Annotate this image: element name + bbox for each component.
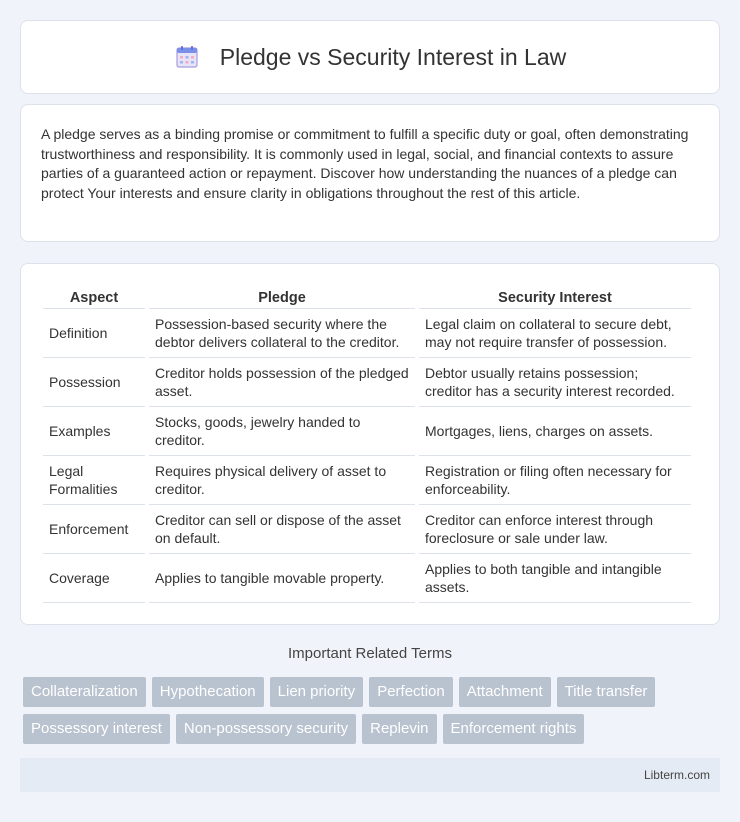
footer-site-link[interactable]: Libterm.com <box>643 768 710 782</box>
title-wrap <box>174 44 566 71</box>
tag-replevin[interactable]: Replevin <box>362 714 436 744</box>
cell-aspect: Examples <box>43 407 145 456</box>
table-row <box>43 554 691 603</box>
cell-security-interest: Debtor usually retains possession; creditor has a security interest recorded. <box>419 358 691 407</box>
cell-security-interest: Legal claim on collateral to secure debt, may not require transfer of possession. <box>419 309 691 358</box>
comparison-table-card <box>20 263 720 625</box>
cell-aspect: Definition <box>43 309 145 358</box>
cell-pledge: Requires physical delivery of asset to creditor. <box>149 456 415 505</box>
cell-aspect: Coverage <box>43 554 145 603</box>
cell-security-interest: Mortgages, liens, charges on assets. <box>419 407 691 456</box>
table-row <box>43 505 691 554</box>
footer <box>20 758 720 792</box>
tag-enforcement-rights[interactable]: Enforcement rights <box>443 714 585 744</box>
tag-possessory-interest[interactable]: Possessory interest <box>23 714 170 744</box>
intro-text: A pledge serves as a binding promise or commitment to fulfill a specific duty or goal, often demonstrating trustworthiness and responsibility. It is commonly used in legal, social, and financial contexts to assure parties of a guaranteed action or repayment. Discover how understanding the nuances of a pledge can protect Your interests and ensure clarity in obligations throughout the rest of this article. <box>41 126 689 201</box>
comparison-table <box>39 284 695 603</box>
table-row <box>43 358 691 407</box>
tag-attachment[interactable]: Attachment <box>459 677 551 707</box>
tag-perfection[interactable]: Perfection <box>369 677 453 707</box>
cell-aspect: Possession <box>43 358 145 407</box>
cell-pledge: Creditor holds possession of the pledged asset. <box>149 358 415 407</box>
tag-lien-priority[interactable]: Lien priority <box>270 677 364 707</box>
column-header-pledge: Pledge <box>149 284 415 309</box>
cell-aspect: Legal Formalities <box>43 456 145 505</box>
table-header-row <box>43 284 691 309</box>
column-header-aspect: Aspect <box>43 284 145 309</box>
tag-title-transfer[interactable]: Title transfer <box>557 677 656 707</box>
tag-row <box>23 677 723 707</box>
header-card <box>20 20 720 94</box>
tag-collateralization[interactable]: Collateralization <box>23 677 146 707</box>
cell-security-interest: Registration or filing often necessary for enforceability. <box>419 456 691 505</box>
related-terms-tags <box>23 677 723 751</box>
cell-pledge: Possession-based security where the debtor delivers collateral to the creditor. <box>149 309 415 358</box>
cell-pledge: Creditor can sell or dispose of the asset on default. <box>149 505 415 554</box>
cell-pledge: Applies to tangible movable property. <box>149 554 415 603</box>
cell-aspect: Enforcement <box>43 505 145 554</box>
tag-non-possessory-security[interactable]: Non-possessory security <box>176 714 356 744</box>
intro-card <box>20 104 720 242</box>
cell-pledge: Stocks, goods, jewelry handed to creditor. <box>149 407 415 456</box>
cell-security-interest: Creditor can enforce interest through foreclosure or sale under law. <box>419 505 691 554</box>
cell-security-interest: Applies to both tangible and intangible assets. <box>419 554 691 603</box>
table-row <box>43 309 691 358</box>
tag-row <box>23 714 723 744</box>
column-header-security-interest: Security Interest <box>419 284 691 309</box>
table-row <box>43 407 691 456</box>
calendar-icon <box>174 44 200 70</box>
page-title: Pledge vs Security Interest in Law <box>219 43 567 70</box>
table-row <box>43 456 691 505</box>
tag-hypothecation[interactable]: Hypothecation <box>152 677 264 707</box>
related-terms-title: Important Related Terms <box>288 645 452 662</box>
